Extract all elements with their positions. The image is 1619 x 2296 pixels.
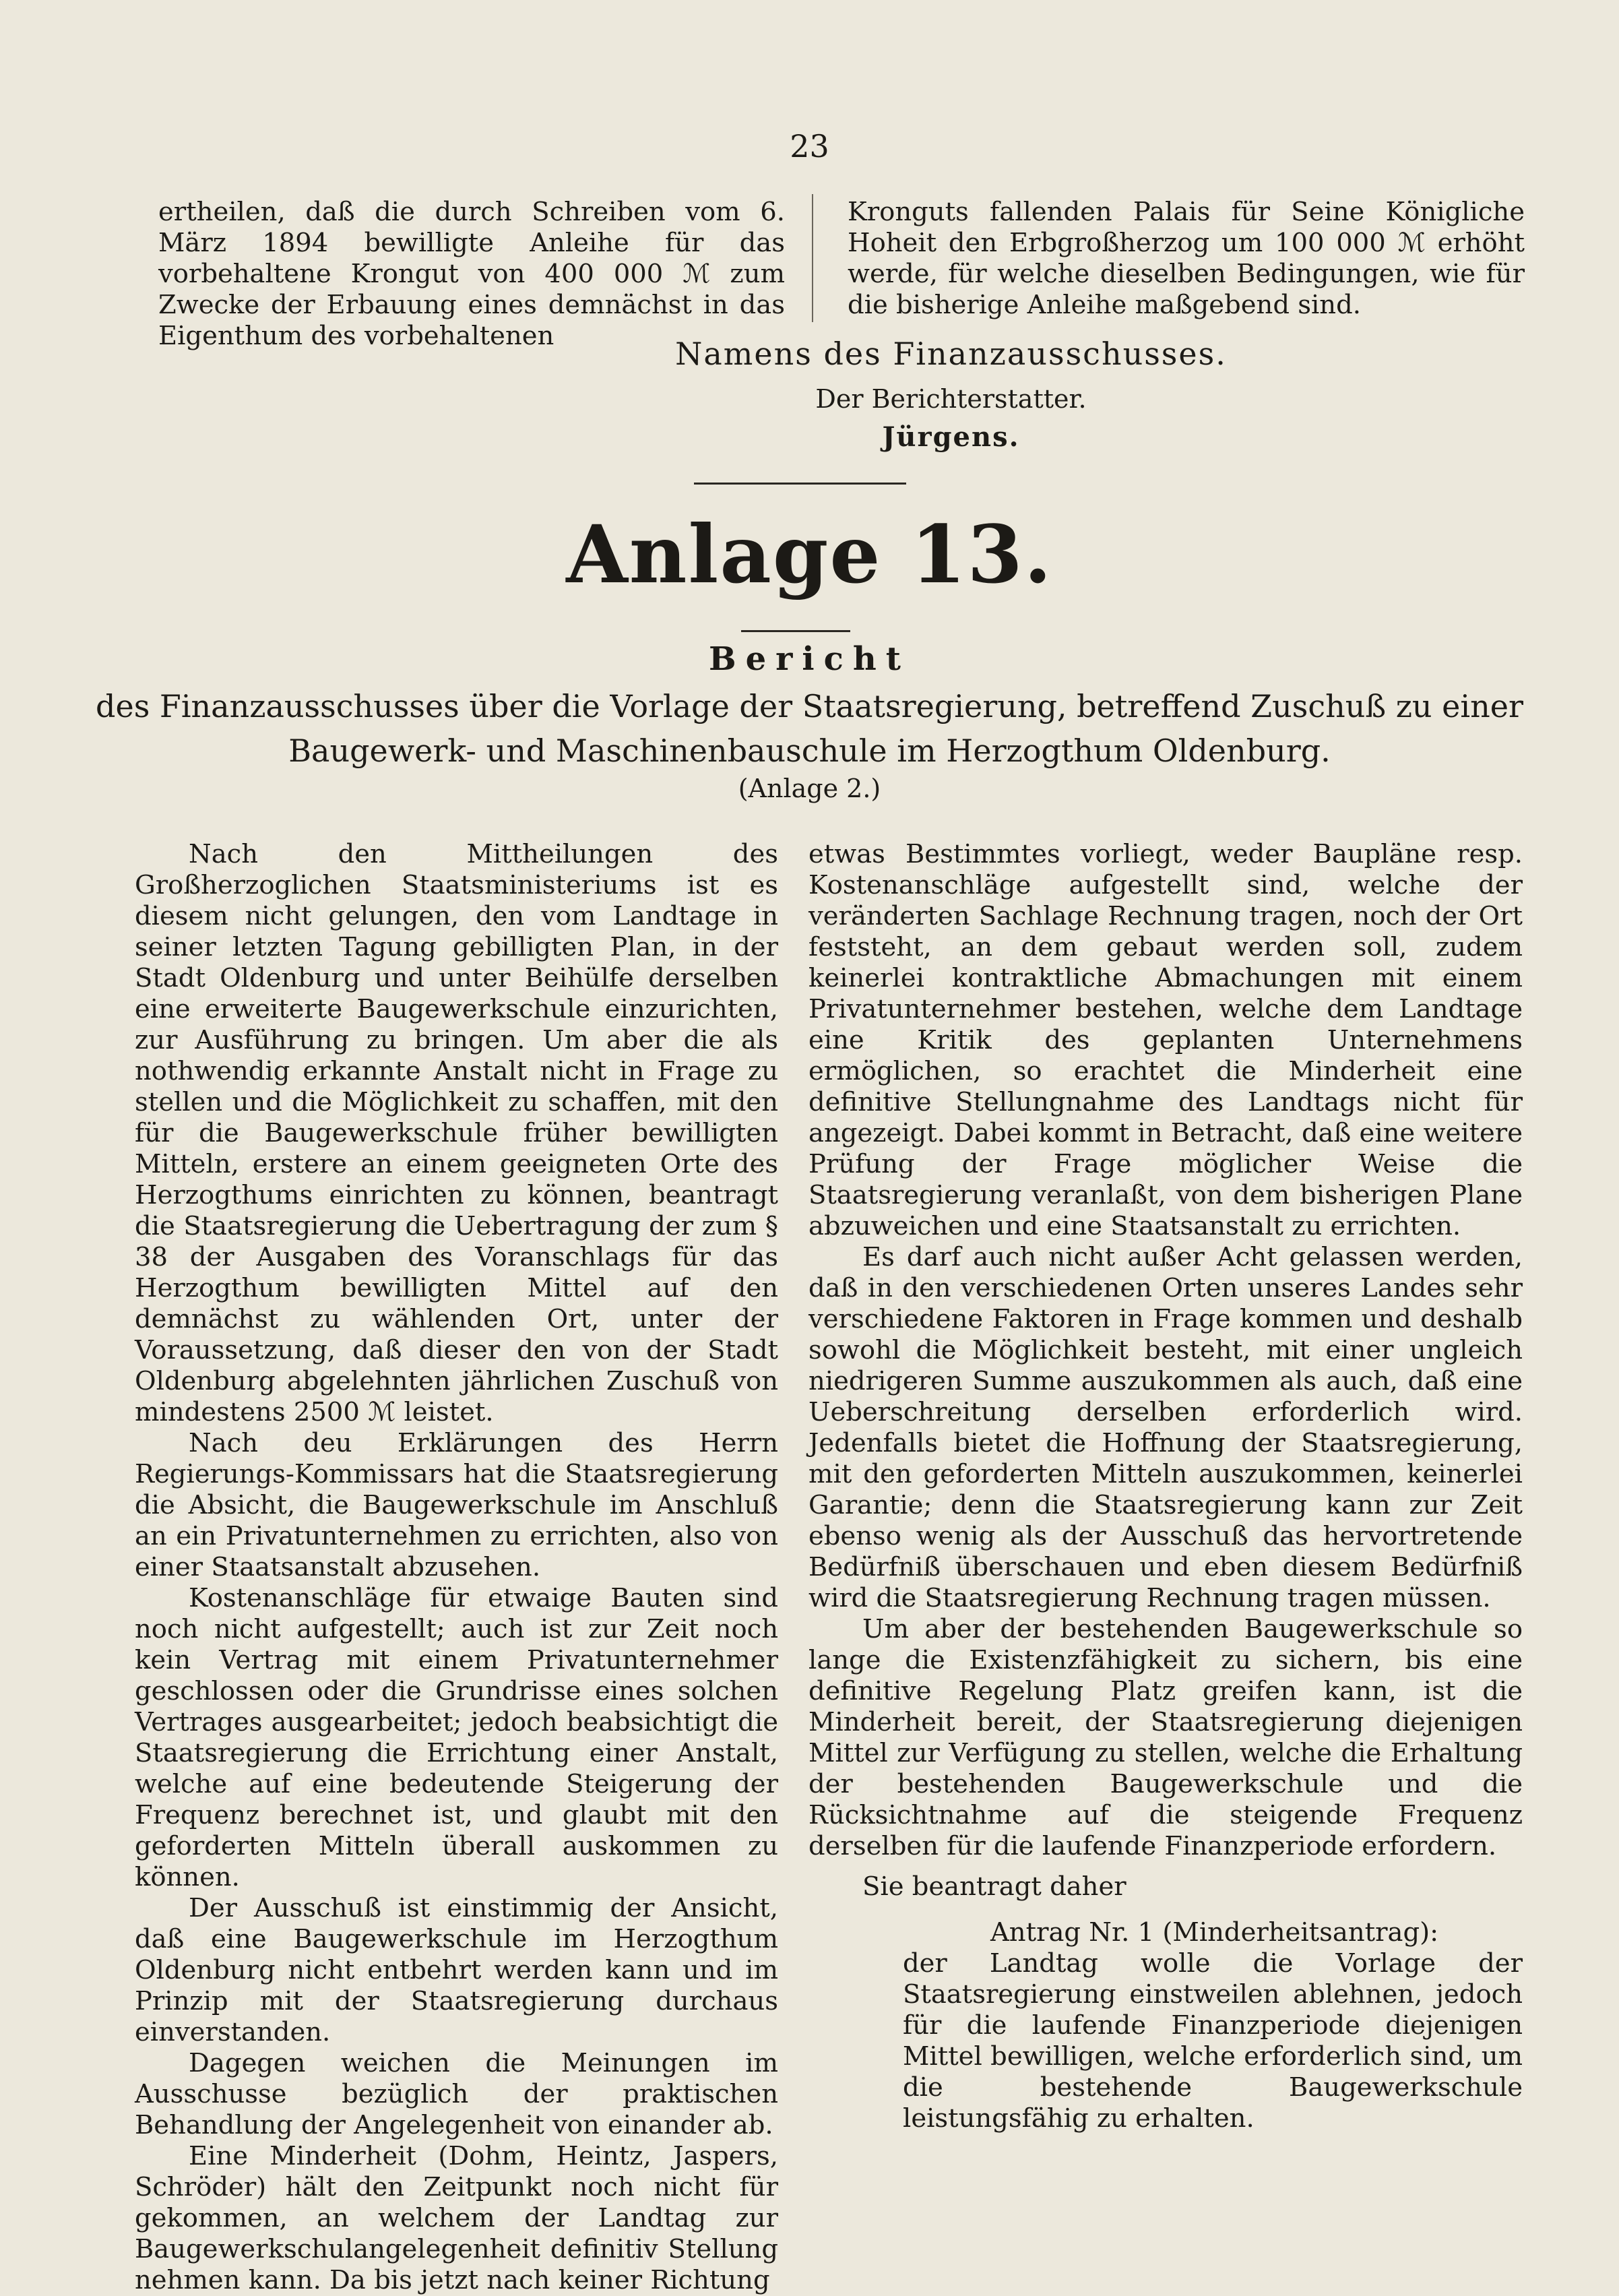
body-paragraph: etwas Bestimmtes vorliegt, weder Baupläne resp. Kostenanschläge aufgestellt sind, welche der veränderten Sachlage Rechnung tragen, noch der Ort feststeht, an dem gebaut werden soll, zudem keinerlei kontraktliche Abmachungen mit einem Privatunternehmer bestehen, welche dem Landtage eine Kritik des geplanten Unternehmens ermöglichen, so erachtet die Minderheit eine definitive Stellungnahme des Landtags nicht für angezeigt. Dabei kommt in Betracht, daß eine weitere Prüfung der Frage möglicher Weise die Staatsregierung veranlaßt, von dem bisherigen Plane abzuweichen und eine Staatsanstalt zu errichten.: [808, 839, 1523, 1241]
body-paragraph: Nach deu Erklärungen des Herrn Regierungs-Kommissars hat die Staatsregierung die Absicht, die Baugewerkschule im Anschluß an ein Privatunternehmen zu errichten, also von einer Staatsanstalt abzusehen.: [135, 1428, 778, 1582]
body-paragraph: Kostenanschläge für etwaige Bauten sind noch nicht aufgestellt; auch ist zur Zeit noch kein Vertrag mit einem Privatunternehmer geschlossen oder die Grundrisse eines solchen Vertrages ausgearbeitet; jedoch beabsichtigt die Staatsregierung die Errichtung einer Anstalt, welche auf eine bedeutende Steigerung der Frequenz berechnet ist, und glaubt mit den geforderten Mitteln überall auskommen zu können.: [135, 1583, 778, 1892]
anlage-title: Anlage 13.: [566, 507, 1053, 601]
top-right-paragraph: Kronguts fallenden Palais für Seine Königliche Hoheit den Erbgroßherzog um 100 000 ℳ erhöht werde, für welche dieselben Bedingungen, wie für die bisherige Anleihe maßgebend sind.: [848, 197, 1525, 320]
page-number: 23: [790, 128, 829, 164]
body-paragraph: Um aber der bestehenden Baugewerkschule so lange die Existenzfähigkeit zu sichern, bis eine definitive Regelung Platz greifen kann, ist die Minderheit bereit, der Staatsregierung diejenigen Mittel zur Verfügung zu stellen, welche die Erhaltung der bestehenden Baugewerkschule und die Rücksichtnahme auf die steigende Frequenz derselben für die laufende Finanzperiode erfordern.: [808, 1614, 1523, 1861]
body-right-column: [808, 839, 1523, 2134]
column-divider: [812, 194, 813, 322]
body-paragraph: Sie beantragt daher: [862, 1871, 1126, 1902]
report-reference: (Anlage 2.): [738, 774, 881, 803]
motion-text: der Landtag wolle die Vorlage der Staatsregierung einstweilen ablehnen, jedoch für die laufende Finanzperiode diejenigen Mittel bewilligen, welche erforderlich sind, um die bestehende Baugewerkschule leistungsfähig zu erhalten.: [903, 1948, 1523, 2134]
signature-name: Jürgens.: [882, 421, 1020, 453]
top-left-paragraph: ertheilen, daß die durch Schreiben vom 6. März 1894 bewilligte Anleihe für das vorbehaltene Krongut von 400 000 ℳ zum Zwecke der Erbauung eines demnächst in das Eigenthum des vorbehaltenen: [158, 197, 785, 351]
body-paragraph: Es darf auch nicht außer Acht gelassen werden, daß in den verschiedenen Orten unseres Landes sehr verschiedene Faktoren in Frage kommen und deshalb sowohl die Möglichkeit besteht, mit einer ungleich niedrigeren Summe auszukommen als auch, daß eine Ueberschreitung derselben erforderlich wird. Jedenfalls bietet die Hoffnung der Staatsregierung, mit den geforderten Mitteln auszukommen, keinerlei Garantie; denn die Staatsregierung kann zur Zeit ebenso wenig als der Ausschuß das hervortretende Bedürfniß überschauen und eben diesem Bedürfniß wird die Staatsregierung Rechnung tragen müssen.: [808, 1242, 1523, 1613]
report-heading: Bericht: [709, 640, 910, 678]
body-paragraph: Eine Minderheit (Dohm, Heintz, Jaspers, Schröder) hält den Zeitpunkt noch nicht für gekommen, an welchem der Landtag zur Baugewerkschulangelegenheit definitiv Stellung nehmen kann. Da bis jetzt nach keiner Richtung: [135, 2141, 778, 2295]
section-rule-top: [694, 483, 906, 485]
body-left-column: [135, 839, 778, 2296]
report-subtitle: des Finanzausschusses über die Vorlage der Staatsregierung, betreffend Zuschuß zu einer Baugewerk- und Maschinenbauschule im Herzogthum Oldenburg.: [96, 688, 1523, 769]
top-right-column: [848, 197, 1525, 321]
body-paragraph: Dagegen weichen die Meinungen im Ausschusse bezüglich der praktischen Behandlung der Angelegenheit von einander ab.: [135, 2048, 778, 2140]
section-rule-bottom: [741, 630, 850, 632]
body-paragraph: Der Ausschuß ist einstimmig der Ansicht, daß eine Baugewerkschule im Herzogthum Oldenburg nicht entbehrt werden kann und im Prinzip mit der Staatsregierung durchaus einverstanden.: [135, 1893, 778, 2047]
motion-heading: Antrag Nr. 1 (Minderheitsantrag):: [990, 1917, 1439, 1948]
signature-committee: Namens des Finanzausschusses.: [675, 336, 1227, 372]
signature-role: Der Berichterstatter.: [815, 384, 1087, 414]
body-paragraph: Nach den Mittheilungen des Großherzoglichen Staatsministeriums ist es diesem nicht gelungen, den vom Landtage in seiner letzten Tagung gebilligten Plan, in der Stadt Oldenburg und unter Beihülfe derselben eine erweiterte Baugewerkschule einzurichten, zur Ausführung zu bringen. Um aber die als nothwendig erkannte Anstalt nicht in Frage zu stellen und die Möglichkeit zu schaffen, mit den für die Baugewerkschule früher bewilligten Mitteln, erstere an einem geeigneten Orte des Herzogthums einrichten zu können, beantragt die Staatsregierung die Uebertragung der zum § 38 der Ausgaben des Voranschlags für das Herzogthum bewilligten Mittel auf den demnächst zu wählenden Ort, unter der Voraussetzung, daß dieser den von der Stadt Oldenburg abgelehnten jährlichen Zuschuß von mindestens 2500 ℳ leistet.: [135, 839, 778, 1427]
top-left-column: [158, 197, 785, 352]
